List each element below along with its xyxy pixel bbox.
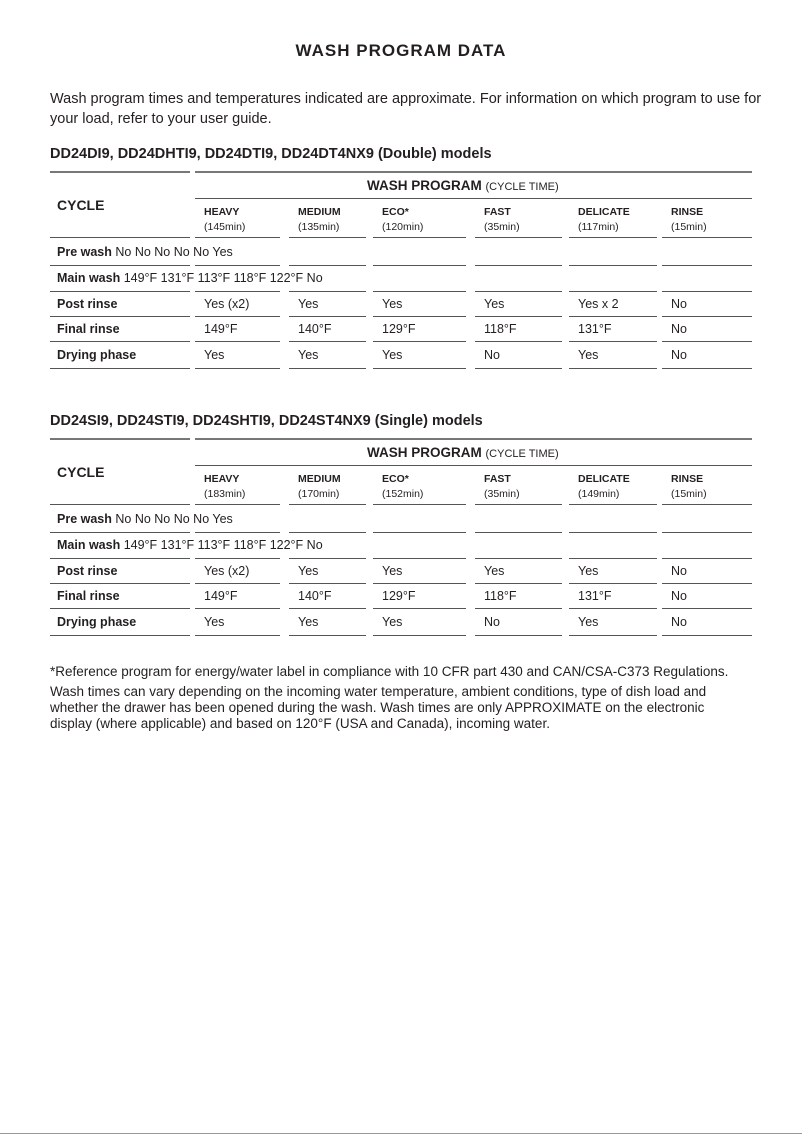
table-rule	[475, 291, 562, 292]
table-rule	[195, 171, 752, 173]
footnote-reference: *Reference program for energy/water label in compliance with 10 CFR part 430 and CAN/CSA-C373 Regulations.	[50, 664, 729, 679]
table-rule	[662, 635, 752, 636]
column-header-medium	[298, 472, 341, 502]
column-header-rinse	[671, 205, 707, 235]
table-rule	[569, 316, 657, 317]
table-cell: Yes	[382, 615, 403, 629]
row-values: No No No No No Yes	[115, 245, 233, 259]
table-rule	[373, 583, 466, 584]
program-time: (117min)	[578, 221, 619, 233]
table-rule	[662, 368, 752, 369]
table-rule	[195, 608, 280, 609]
row-label-text: Drying phase	[57, 348, 137, 362]
table-rule	[289, 558, 366, 559]
table-rule	[373, 558, 466, 559]
table-rule	[50, 532, 190, 533]
table-rule	[289, 608, 366, 609]
table-cell: Yes x 2	[578, 297, 619, 311]
table-rule	[569, 265, 657, 266]
table-rule	[475, 532, 562, 533]
row-values: 149°F 131°F 113°F 118°F 122°F No	[123, 271, 323, 285]
table-rule	[50, 608, 190, 609]
table-cell: 118°F	[484, 589, 517, 603]
table-rule	[475, 583, 562, 584]
column-header-heavy	[204, 205, 245, 235]
table-rule	[662, 291, 752, 292]
table-rule	[475, 558, 562, 559]
program-time: (149min)	[578, 488, 620, 500]
table-cell: No	[484, 615, 500, 629]
table-rule	[373, 608, 466, 609]
table-rule	[662, 341, 752, 342]
table-rule	[289, 635, 366, 636]
column-header-fast	[484, 205, 520, 235]
table-rule	[662, 558, 752, 559]
table-rule	[569, 237, 657, 238]
table-rule	[569, 341, 657, 342]
table-rule	[195, 341, 280, 342]
row-label	[57, 297, 117, 311]
table-rule	[662, 532, 752, 533]
model-heading: DD24DI9, DD24DHTI9, DD24DTI9, DD24DT4NX9 (Double) models	[50, 146, 492, 162]
table-rule	[373, 237, 466, 238]
cycle-time-label: (CYCLE TIME)	[485, 448, 559, 460]
table-cell: No	[671, 589, 687, 603]
table-rule	[662, 504, 752, 505]
table-cell: Yes (x2)	[204, 297, 250, 311]
row-label-text: Drying phase	[57, 615, 137, 629]
table-rule	[373, 532, 466, 533]
table-rule	[195, 265, 280, 266]
table-cell: Yes	[298, 564, 319, 578]
table-rule	[50, 635, 190, 636]
table-cell: Yes	[204, 615, 225, 629]
table-rule	[662, 608, 752, 609]
row-label-text: Final rinse	[57, 322, 120, 336]
table-cell: Yes	[484, 564, 505, 578]
program-time: (152min)	[382, 488, 424, 500]
table-rule	[50, 368, 190, 369]
table-rule	[50, 237, 190, 238]
table-rule	[373, 635, 466, 636]
program-time: (120min)	[382, 221, 424, 233]
cycle-header: CYCLE	[57, 464, 105, 480]
table-rule	[373, 265, 466, 266]
table-rule	[662, 316, 752, 317]
column-header-eco	[382, 472, 423, 502]
program-time: (35min)	[484, 221, 520, 233]
table-cell: Yes (x2)	[204, 564, 250, 578]
table-rule	[475, 608, 562, 609]
table-cell: 131°F	[578, 589, 612, 603]
program-time: (170min)	[298, 488, 340, 500]
table-rule	[195, 198, 752, 199]
program-name: FAST	[484, 473, 511, 485]
table-rule	[475, 341, 562, 342]
row-label	[57, 322, 120, 336]
row-label: Main wash	[57, 538, 121, 552]
row-label: Main wash	[57, 271, 121, 285]
cycle-header: CYCLE	[57, 197, 105, 213]
table-rule	[662, 265, 752, 266]
table-rule	[475, 316, 562, 317]
table-rule	[195, 465, 752, 466]
model-heading: DD24SI9, DD24STI9, DD24SHTI9, DD24ST4NX9 (Single) models	[50, 413, 483, 429]
table-rule	[289, 368, 366, 369]
table-row-merged	[57, 512, 233, 526]
table-rule	[50, 341, 190, 342]
table-cell: Yes	[382, 348, 403, 362]
table-rule	[195, 368, 280, 369]
table-cell: Yes	[484, 297, 505, 311]
table-rule	[195, 438, 752, 440]
table-rule	[289, 237, 366, 238]
table-rule	[373, 368, 466, 369]
bottom-divider	[0, 1133, 802, 1134]
table-cell: No	[671, 348, 687, 362]
table-rule	[373, 341, 466, 342]
column-header-eco	[382, 205, 423, 235]
row-values: No No No No No Yes	[115, 512, 233, 526]
table-rule	[475, 635, 562, 636]
table-cell: 131°F	[578, 322, 612, 336]
table-rule	[289, 316, 366, 317]
table-rule	[475, 265, 562, 266]
table-rule	[50, 504, 190, 505]
program-name: ECO*	[382, 473, 409, 485]
table-rule	[373, 291, 466, 292]
table-row-merged	[57, 538, 323, 552]
table-rule	[195, 583, 280, 584]
table-rule	[569, 635, 657, 636]
footnotes	[50, 664, 740, 736]
table-rule	[289, 291, 366, 292]
row-values: 149°F 131°F 113°F 118°F 122°F No	[123, 538, 323, 552]
program-name: DELICATE	[578, 473, 630, 485]
table-cell: Yes	[298, 348, 319, 362]
table-rule	[373, 504, 466, 505]
table-rule	[50, 316, 190, 317]
table-cell: Yes	[578, 564, 599, 578]
row-label-text: Post rinse	[57, 564, 118, 578]
table-rule	[195, 291, 280, 292]
wash-program-header	[367, 445, 559, 460]
table-rule	[569, 558, 657, 559]
program-name: HEAVY	[204, 473, 240, 485]
program-time: (15min)	[671, 488, 707, 500]
table-rule	[195, 316, 280, 317]
table-cell: 129°F	[382, 322, 416, 336]
program-name: MEDIUM	[298, 473, 341, 485]
program-time: (15min)	[671, 221, 707, 233]
program-name: MEDIUM	[298, 206, 341, 218]
table-cell: 140°F	[298, 322, 332, 336]
page-title: WASH PROGRAM DATA	[295, 41, 507, 60]
table-rule	[289, 504, 366, 505]
row-label	[57, 348, 136, 362]
table-rule	[289, 532, 366, 533]
table-row-merged	[57, 245, 233, 259]
table-rule	[569, 368, 657, 369]
column-header-heavy	[204, 472, 245, 502]
table-rule	[373, 316, 466, 317]
table-rule	[569, 532, 657, 533]
program-name: DELICATE	[578, 206, 630, 218]
table-cell: Yes	[382, 564, 403, 578]
table-cell: Yes	[578, 348, 599, 362]
table-rule	[50, 438, 190, 440]
table-cell: No	[671, 564, 687, 578]
table-cell: No	[671, 615, 687, 629]
program-name: FAST	[484, 206, 511, 218]
table-rule	[662, 237, 752, 238]
column-header-fast	[484, 472, 520, 502]
program-time: (183min)	[204, 488, 246, 500]
table-cell: Yes	[204, 348, 225, 362]
table-cell: 140°F	[298, 589, 332, 603]
row-label	[57, 564, 117, 578]
table-cell: 129°F	[382, 589, 416, 603]
table-rule	[475, 237, 562, 238]
footnote-wash-times: Wash times can vary depending on the incoming water temperature, ambient conditions, type of dish load and whether the drawer has been opened during the wash. Wash times are only APPROXIMATE on the electronic display (where applicable) and based on 120°F (USA and Canada), incoming water.	[50, 684, 707, 731]
table-rule	[195, 504, 280, 505]
table-rule	[289, 265, 366, 266]
intro-text: Wash program times and temperatures indicated are approximate. For information on which program to use for your load, refer to your user guide.	[50, 91, 762, 127]
table-rule	[569, 291, 657, 292]
table-cell: Yes	[298, 297, 319, 311]
row-label: Pre wash	[57, 245, 112, 259]
program-time: (35min)	[484, 488, 520, 500]
wash-program-label: WASH PROGRAM	[367, 178, 482, 193]
program-name: ECO*	[382, 206, 409, 218]
program-time: (135min)	[298, 221, 340, 233]
table-rule	[50, 558, 190, 559]
table-rule	[662, 583, 752, 584]
table-rule	[195, 237, 280, 238]
table-rule	[289, 341, 366, 342]
table-rule	[475, 368, 562, 369]
table-rule	[475, 504, 562, 505]
program-time: (145min)	[204, 221, 246, 233]
program-name: RINSE	[671, 206, 704, 218]
table-row-merged	[57, 271, 323, 285]
row-label: Pre wash	[57, 512, 112, 526]
table-rule	[50, 265, 190, 266]
table-cell: Yes	[382, 297, 403, 311]
row-label	[57, 589, 120, 603]
table-rule	[50, 171, 190, 173]
row-label	[57, 615, 136, 629]
table-rule	[289, 583, 366, 584]
column-header-delicate	[578, 472, 630, 502]
program-name: RINSE	[671, 473, 704, 485]
table-cell: No	[671, 297, 687, 311]
table-cell: 118°F	[484, 322, 517, 336]
table-cell: No	[671, 322, 687, 336]
column-header-medium	[298, 205, 341, 235]
table-cell: Yes	[298, 615, 319, 629]
wash-program-label: WASH PROGRAM	[367, 445, 482, 460]
table-cell: 149°F	[204, 322, 238, 336]
table-rule	[569, 608, 657, 609]
row-label-text: Post rinse	[57, 297, 118, 311]
table-rule	[195, 558, 280, 559]
table-cell: No	[484, 348, 500, 362]
table-cell: Yes	[578, 615, 599, 629]
wash-program-header	[367, 178, 559, 193]
table-rule	[569, 504, 657, 505]
table-rule	[195, 532, 280, 533]
table-rule	[50, 583, 190, 584]
table-rule	[195, 635, 280, 636]
column-header-rinse	[671, 472, 707, 502]
cycle-time-label: (CYCLE TIME)	[485, 181, 559, 193]
row-label-text: Final rinse	[57, 589, 120, 603]
program-name: HEAVY	[204, 206, 240, 218]
table-rule	[50, 291, 190, 292]
table-cell: 149°F	[204, 589, 238, 603]
column-header-delicate	[578, 205, 630, 235]
table-rule	[569, 583, 657, 584]
